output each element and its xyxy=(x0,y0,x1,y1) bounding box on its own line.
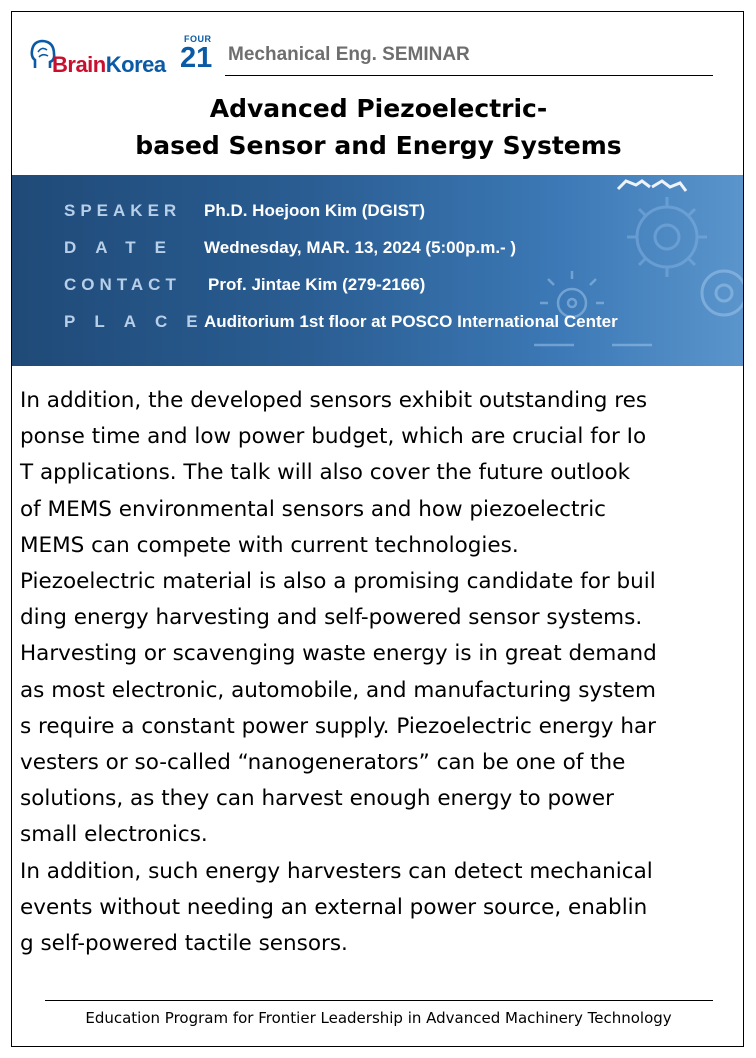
gear-icon xyxy=(618,181,686,191)
title-line-1: Advanced Piezoelectric- xyxy=(209,94,548,123)
abstract-line: as most electronic, automobile, and manufacturing system xyxy=(20,677,656,703)
abstract-line: of MEMS environmental sensors and how piezoelectric xyxy=(20,496,607,522)
abstract-line: MEMS can compete with current technologies. xyxy=(20,532,519,558)
abstract-line: s require a constant power supply. Piezoelectric energy har xyxy=(20,713,656,739)
contact-label: CONTACT xyxy=(64,275,181,294)
logo-number: 21 xyxy=(180,42,213,74)
abstract-line: g self-powered tactile sensors. xyxy=(20,931,348,957)
abstract-line: In addition, the developed sensors exhibit outstanding res xyxy=(20,388,648,413)
contact-value: Prof. Jintae Kim (279-2166) xyxy=(208,275,426,294)
abstract-line: Piezoelectric material is also a promising candidate for buil xyxy=(20,569,656,595)
info-banner xyxy=(12,175,744,366)
place-row xyxy=(12,312,744,342)
abstract-line: solutions, as they can harvest enough energy to power xyxy=(20,786,614,812)
place-value: Auditorium 1st floor at POSCO International Center xyxy=(204,312,618,331)
abstract-line: events without needing an external power source, enablin xyxy=(20,894,648,920)
speaker-value: Ph.D. Hoejoon Kim (DGIST) xyxy=(204,201,425,220)
abstract-line: ding energy harvesting and self-powered sensor systems. xyxy=(20,605,643,631)
footer-text: Education Program for Frontier Leadership in Advanced Machinery Technology xyxy=(85,1009,672,1027)
header-divider xyxy=(225,75,713,76)
abstract-line: T applications. The talk will also cover the future outlook xyxy=(20,460,631,486)
date-label: DATE xyxy=(64,238,186,257)
abstract-line: small electronics. xyxy=(20,822,208,848)
logo-korea-text: Korea xyxy=(105,52,166,77)
footer-divider xyxy=(45,1000,713,1001)
speaker-label: SPEAKER xyxy=(64,201,182,220)
abstract-line: ponse time and low power budget, which are crucial for Io xyxy=(20,424,647,450)
logo-four-text: FOUR xyxy=(184,34,212,44)
seminar-label: Mechanical Eng. SEMINAR xyxy=(228,44,470,65)
contact-row xyxy=(12,275,744,305)
place-label: PLACE xyxy=(64,312,217,331)
date-row xyxy=(12,238,744,268)
logo-wordmark xyxy=(52,52,166,78)
seminar-title xyxy=(12,90,744,164)
brainkorea21-logo xyxy=(30,28,215,84)
abstract-text xyxy=(20,383,732,962)
seminar-poster xyxy=(11,11,744,1047)
abstract-line: In addition, such energy harvesters can detect mechanical xyxy=(20,858,653,884)
abstract-line: Harvesting or scavenging waste energy is in great demand xyxy=(20,641,657,667)
speaker-row xyxy=(12,201,744,231)
abstract-line: vesters or so-called “nanogenerators” can be one of the xyxy=(20,750,626,776)
date-value: Wednesday, MAR. 13, 2024 (5:00p.m.- ) xyxy=(204,238,517,257)
title-line-2: based Sensor and Energy Systems xyxy=(135,131,622,160)
logo-brain-text: Brain xyxy=(52,52,106,77)
